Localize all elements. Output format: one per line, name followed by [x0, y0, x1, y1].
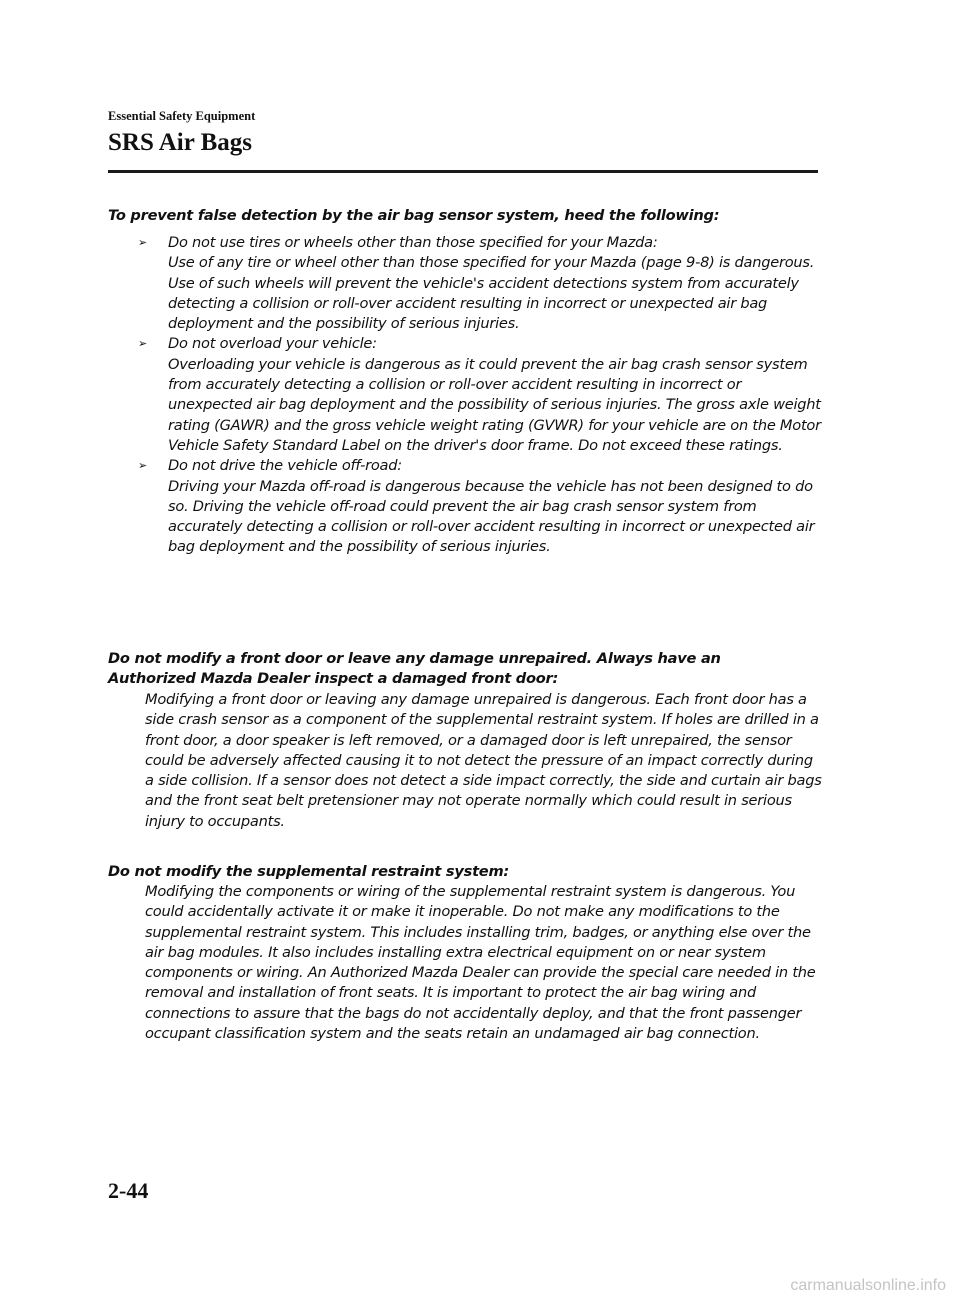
warning-item-text: Overloading your vehicle is dangerous as it could prevent the air bag crash sensor system from accurately detecting a collision or roll-over accident resulting in incorrect or unexpected air bag deployment and the possibility of serious injuries. The gross axle weight rating (GAWR) and the gross vehicle weight rating (GVWR) for your vehicle are on the Motor Vehicle Safety Standard Label on the driver's door frame. Do not exceed these ratings.: [168, 355, 821, 454]
page-title: SRS Air Bags: [108, 129, 253, 156]
page-number: 2-44: [108, 1178, 149, 1203]
arrow-bullet-icon: ➢: [138, 236, 147, 249]
arrow-bullet-icon: ➢: [138, 337, 147, 351]
warning-item-offroad: [138, 456, 828, 557]
header-rule: [108, 170, 818, 173]
warning-item-title: Do not drive the vehicle off-road:: [168, 457, 402, 475]
watermark: carmanualsonline.info: [790, 1277, 946, 1294]
warning-item-text: Driving your Mazda off-road is dangerous because the vehicle has not been designed to do so. Driving the vehicle off-road could prevent the air bag crash sensor system from accurately detecting a collision or roll-over accident resulting in incorrect or unexpected air bag deployment and the possibility of serious injuries.: [168, 477, 815, 556]
warning-item-title: Do not use tires or wheels other than those specified for your Mazda:: [168, 234, 658, 251]
warning-item-text: Use of any tire or wheel other than those specified for your Mazda (page 9-8) is dangerous. Use of such wheels will prevent the vehicle's accident detections system from accurately detecting a collision or roll-over accident resulting in incorrect or unexpected air bag deployment and the possibility of serious injuries.: [168, 254, 815, 333]
warning-item-list: [138, 233, 828, 558]
warning-heading-false-detection: To prevent false detection by the air bag sensor system, heed the following:: [108, 207, 720, 224]
warning-text-srs-modification: Modifying the components or wiring of the supplemental restraint system is dangerous. You could accidentally activate it or make it inoperable. Do not make any modifications to the supplemental restraint system. This includes installing trim, badges, or anything else over the air bag modules. It also includes installing extra electrical equipment on or near system components or wiring. An Authorized Mazda Dealer can provide the special care needed in the removal and installation of front seats. It is important to protect the air bag wiring and connections to assure that the bags do not accidentally deploy, and that the front passenger occupant classification system and the seats retain an undamaged air bag connection.: [145, 883, 816, 1043]
warning-item-tires: [138, 233, 828, 334]
warning-heading-front-door: Do not modify a front door or leave any damage unrepaired. Always have an Authorized Mazda Dealer inspect a damaged front door:: [108, 650, 721, 688]
arrow-bullet-icon: ➢: [138, 459, 147, 473]
warning-item-overload: [138, 334, 828, 456]
warning-item-title: Do not overload your vehicle:: [168, 335, 377, 353]
section-label: Essential Safety Equipment: [108, 109, 256, 123]
warning-text-front-door: Modifying a front door or leaving any damage unrepaired is dangerous. Each front door has a side crash sensor as a component of the supplemental restraint system. If holes are drilled in a front door, a door speaker is left removed, or a damaged door is left unrepaired, the sensor could be adversely affected causing it to not detect the pressure of an impact correctly during a side collision. If a sensor does not detect a side impact correctly, the side and curtain air bags and the front seat belt pretensioner may not operate normally which could result in serious injury to occupants.: [145, 691, 822, 830]
page-header: [108, 108, 818, 173]
warning-heading-srs-modification: Do not modify the supplemental restraint system:: [108, 863, 509, 880]
